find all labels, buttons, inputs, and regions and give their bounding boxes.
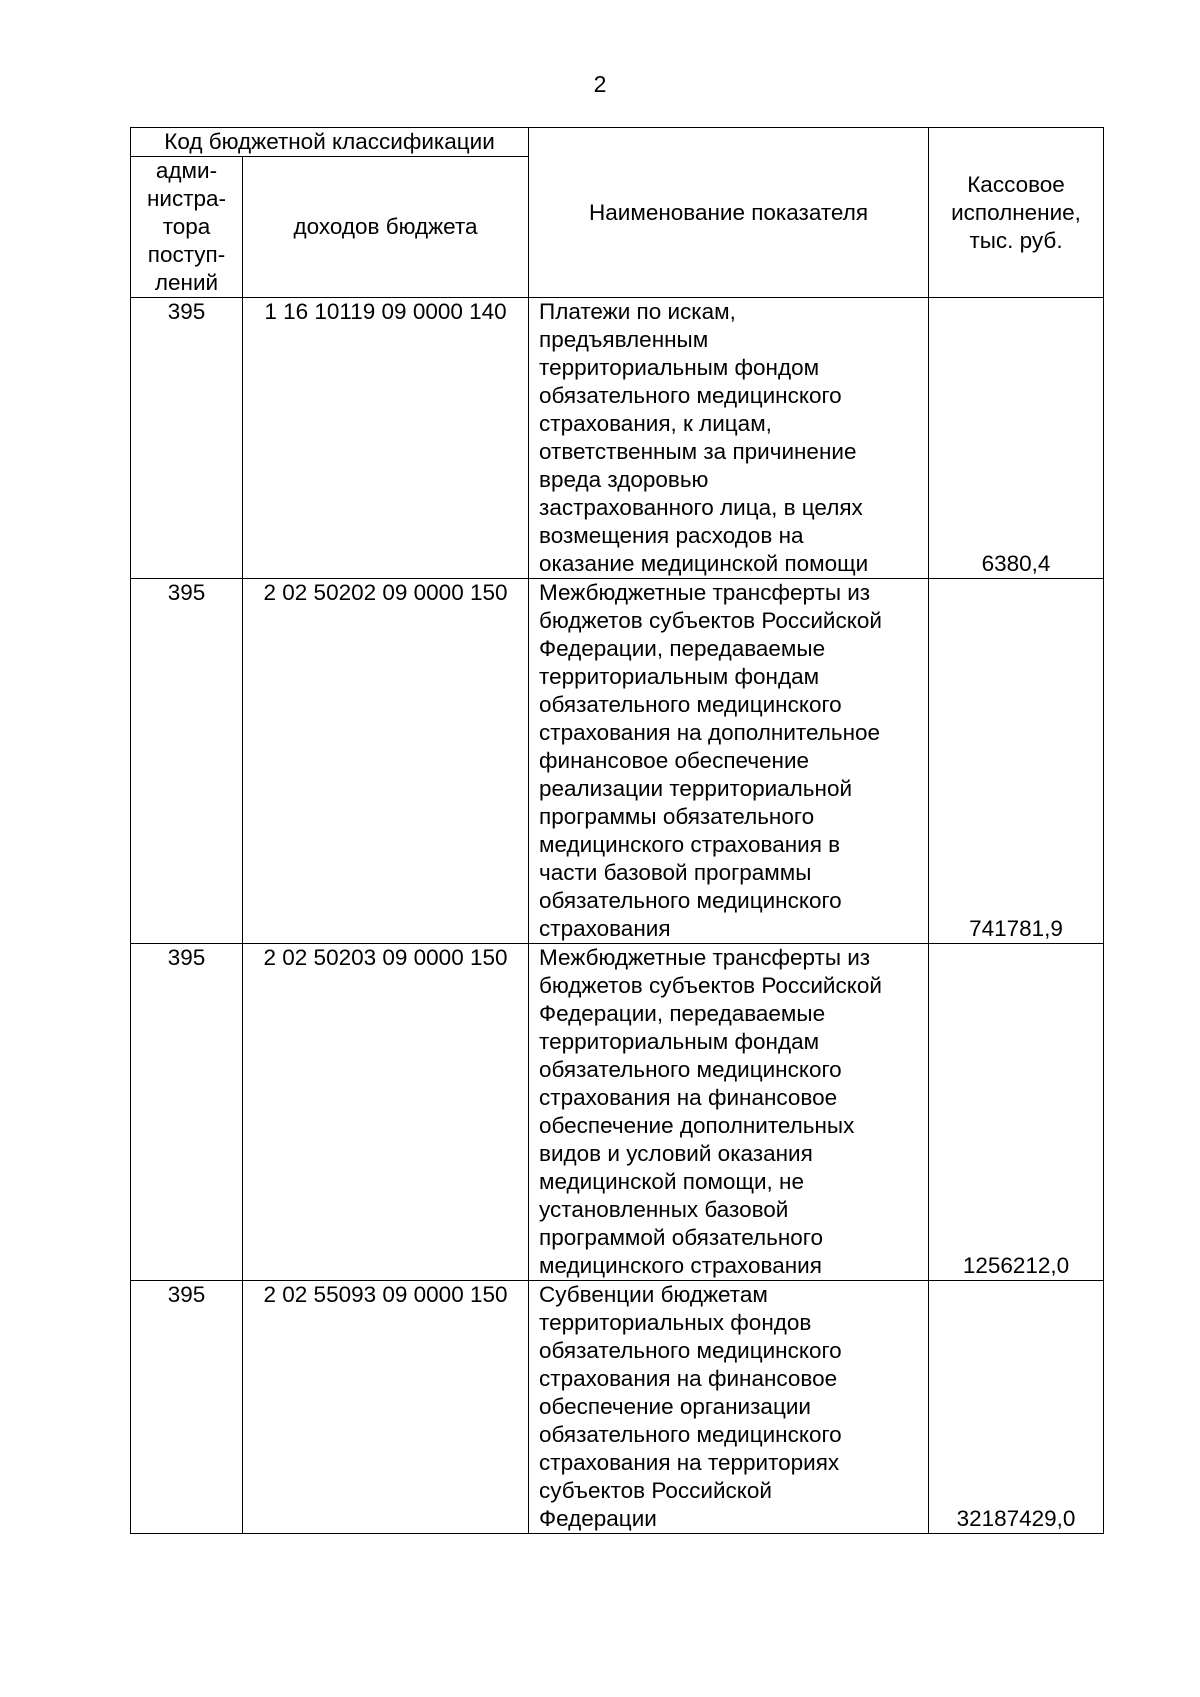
indicator-name-line: Федерации, передаваемые [539, 636, 826, 661]
table-row [131, 298, 1104, 579]
indicator-name-line: части базовой программы [539, 860, 812, 885]
table-row [131, 944, 1104, 1281]
indicator-name-line: Федерации, передаваемые [539, 1001, 826, 1026]
cash-execution-header [929, 128, 1104, 298]
budget-income-header: доходов бюджета [243, 157, 529, 298]
indicator-name-line: страхования на дополнительное [539, 720, 881, 745]
indicator-name-line: реализации территориальной [539, 776, 853, 801]
indicator-name-line: обязательного медицинского [539, 1338, 842, 1363]
indicator-name-line: обязательного медицинского [539, 1057, 842, 1082]
indicator-name-line: вреда здоровью [539, 467, 709, 492]
indicator-name-line: страхования [539, 916, 671, 941]
indicator-name-cell [529, 944, 929, 1281]
indicator-name-line: Федерации [539, 1506, 657, 1531]
cash-execution-header-line: исполнение, [951, 199, 1081, 225]
cash-execution-cell: 741781,9 [929, 579, 1104, 944]
indicator-name-line: территориальных фондов [539, 1310, 812, 1335]
indicator-name-line: страхования на территориях [539, 1450, 840, 1475]
indicator-name-line: бюджетов субъектов Российской [539, 608, 882, 633]
indicator-name-line: оказание медицинской помощи [539, 551, 869, 576]
cash-execution-header-line: тыс. руб. [969, 227, 1063, 253]
indicator-name-line: возмещения расходов на [539, 523, 804, 548]
table-row [131, 1281, 1104, 1534]
admin-header-line: поступ- [147, 242, 226, 267]
indicator-name-line: Межбюджетные трансферты из [539, 945, 871, 970]
indicator-name-line: бюджетов субъектов Российской [539, 973, 882, 998]
cash-execution-cell: 6380,4 [929, 298, 1104, 579]
cash-execution-header-line: Кассовое [967, 171, 1065, 197]
indicator-name-line: обязательного медицинского [539, 1422, 842, 1447]
income-code-cell: 1 16 10119 09 0000 140 [243, 298, 529, 579]
indicator-name-line: страхования на финансовое [539, 1085, 838, 1110]
indicator-name-line: программы обязательного [539, 804, 815, 829]
income-code-cell: 2 02 50203 09 0000 150 [243, 944, 529, 1281]
indicator-name-line: обеспечение организации [539, 1394, 811, 1419]
indicator-name-cell [529, 298, 929, 579]
admin-code-cell: 395 [131, 1281, 243, 1534]
indicator-name-line: обязательного медицинского [539, 383, 842, 408]
indicator-name-header: Наименование показателя [529, 128, 929, 298]
budget-table [130, 127, 1104, 1534]
admin-code-cell: 395 [131, 944, 243, 1281]
indicator-name-line: Субвенции бюджетам [539, 1282, 768, 1307]
indicator-name-line: Платежи по искам, [539, 299, 736, 324]
admin-header-line: адми- [155, 158, 218, 183]
indicator-name-line: субъектов Российской [539, 1478, 772, 1503]
indicator-name-line: обязательного медицинского [539, 888, 842, 913]
indicator-name-line: установленных базовой [539, 1197, 789, 1222]
cash-execution-cell: 32187429,0 [929, 1281, 1104, 1534]
table-row [131, 579, 1104, 944]
budget-classification-header: Код бюджетной классификации [131, 128, 529, 157]
indicator-name-line: медицинской помощи, не [539, 1169, 804, 1194]
indicator-name-line: страхования на финансовое [539, 1366, 838, 1391]
header-row-group [131, 128, 1104, 157]
indicator-name-line: видов и условий оказания [539, 1141, 813, 1166]
page-number: 2 [593, 71, 607, 97]
indicator-name-line: финансовое обеспечение [539, 748, 810, 773]
indicator-name-line: программой обязательного [539, 1225, 823, 1250]
indicator-name-line: территориальным фондам [539, 664, 820, 689]
admin-header-line: лений [154, 270, 219, 295]
indicator-name-line: обеспечение дополнительных [539, 1113, 855, 1138]
admin-code-cell: 395 [131, 298, 243, 579]
revenue-administrator-header [131, 157, 243, 298]
indicator-name-line: территориальным фондом [539, 355, 820, 380]
cash-execution-cell: 1256212,0 [929, 944, 1104, 1281]
indicator-name-line: медицинского страхования [539, 1253, 822, 1278]
indicator-name-line: ответственным за причинение [539, 439, 857, 464]
table-body [131, 298, 1104, 1534]
admin-header-line: тора [162, 214, 211, 239]
indicator-name-line: застрахованного лица, в целях [539, 495, 863, 520]
indicator-name-line: Межбюджетные трансферты из [539, 580, 871, 605]
indicator-name-line: территориальным фондам [539, 1029, 820, 1054]
admin-code-cell: 395 [131, 579, 243, 944]
indicator-name-line: обязательного медицинского [539, 692, 842, 717]
admin-header-line: нистра- [146, 186, 227, 211]
income-code-cell: 2 02 55093 09 0000 150 [243, 1281, 529, 1534]
indicator-name-line: страхования, к лицам, [539, 411, 772, 436]
indicator-name-line: предъявленным [539, 327, 709, 352]
income-code-cell: 2 02 50202 09 0000 150 [243, 579, 529, 944]
indicator-name-cell [529, 579, 929, 944]
indicator-name-cell [529, 1281, 929, 1534]
indicator-name-line: медицинского страхования в [539, 832, 841, 857]
